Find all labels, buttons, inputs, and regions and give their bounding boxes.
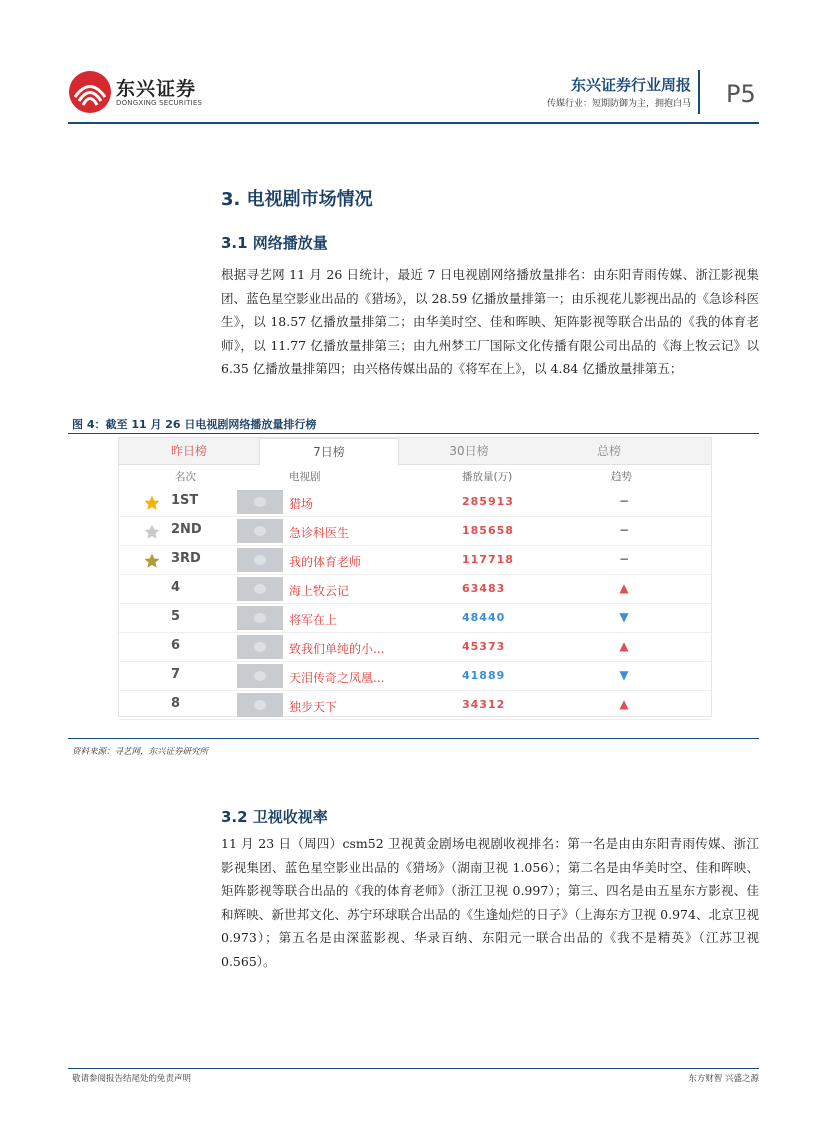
trend-up-icon: ▲ bbox=[619, 581, 629, 595]
paragraph-ratings: 11 月 23 日（周四）csm52 卫视黄金剧场电视剧收视排名：第一名是由由东阳青雨传媒、浙江影视集团、蓝色星空影业出品的《猎场》（湖南卫视 1.056）；第二名是由华美时空、佳和晖映、矩阵影视等联合出品的《我的体育老师》（浙江卫视 0.997）；第三、四名是由五星东方影视、佳和辉映、新世邦文化、苏宁环球联合出品的《生逢灿烂的日子》（上海东方卫视 0.974、北京卫视 0.973）；第五名是由深蓝影视、华录百纳、东阳元一联合出品的《我不是精英》（江苏卫视 0.565）。 bbox=[221, 836, 759, 969]
header-divider bbox=[698, 70, 700, 114]
trend-down-icon: ▼ bbox=[619, 668, 629, 682]
poster-thumbnail[interactable] bbox=[237, 519, 283, 543]
series-name-link[interactable]: 致我们单纯的小... bbox=[289, 642, 385, 656]
view-count: 41889 bbox=[462, 669, 506, 682]
series-name-link[interactable]: 海上牧云记 bbox=[289, 584, 350, 598]
column-header-series: 电视剧 bbox=[289, 471, 321, 483]
poster-thumbnail[interactable] bbox=[237, 606, 283, 630]
figure-caption: 图 4：截至 11 月 26 日电视剧网络播放量排行榜 bbox=[72, 418, 317, 431]
view-count: 185658 bbox=[462, 524, 514, 537]
series-name-link[interactable]: 独步天下 bbox=[289, 700, 338, 714]
view-count: 117718 bbox=[462, 553, 514, 566]
view-count: 34312 bbox=[462, 698, 506, 711]
rank-label: 2ND bbox=[171, 522, 202, 537]
report-title: 东兴证券行业周报 bbox=[570, 76, 691, 94]
series-name-link[interactable]: 将军在上 bbox=[289, 613, 338, 627]
series-name-link[interactable]: 我的体育老师 bbox=[289, 555, 362, 569]
view-count: 285913 bbox=[462, 495, 514, 508]
page-number: P5 bbox=[726, 80, 756, 108]
poster-thumbnail[interactable] bbox=[237, 693, 283, 717]
footer-slogan: 东方财智 兴盛之源 bbox=[688, 1074, 759, 1084]
section-heading: 3. 电视剧市场情况 bbox=[221, 189, 373, 210]
dongxing-logo-icon bbox=[68, 70, 112, 114]
ranking-row[interactable] bbox=[119, 517, 711, 546]
star-icon bbox=[143, 552, 161, 570]
poster-thumbnail[interactable] bbox=[237, 490, 283, 514]
view-count: 48440 bbox=[462, 611, 506, 624]
rank-label: 1ST bbox=[171, 493, 199, 508]
trend-up-icon: ▲ bbox=[619, 639, 629, 653]
poster-thumbnail[interactable] bbox=[237, 635, 283, 659]
footer-disclaimer: 敬请参阅报告结尾处的免责声明 bbox=[72, 1074, 192, 1084]
ranking-row[interactable] bbox=[119, 604, 711, 633]
column-header-views: 播放量(万) bbox=[462, 471, 513, 483]
series-name-link[interactable]: 急诊科医生 bbox=[289, 526, 350, 540]
trend-flat-icon: − bbox=[618, 552, 630, 566]
ranking-row[interactable] bbox=[119, 546, 711, 575]
rank-label: 5 bbox=[171, 609, 181, 624]
logo-english-name: DONGXING SECURITIES bbox=[116, 99, 203, 107]
tab-daily[interactable]: 昨日榜 bbox=[170, 444, 207, 458]
column-header-trend: 趋势 bbox=[611, 471, 632, 483]
poster-thumbnail[interactable] bbox=[237, 664, 283, 688]
rank-label: 6 bbox=[171, 638, 181, 653]
report-subtitle: 传媒行业：短期防御为主，拥抱白马 bbox=[546, 99, 691, 109]
series-name-link[interactable]: 猎场 bbox=[289, 497, 314, 511]
tab-7day[interactable]: 7日榜 bbox=[259, 438, 399, 466]
ranking-row[interactable] bbox=[119, 575, 711, 604]
rank-label: 3RD bbox=[171, 551, 201, 566]
rank-label: 7 bbox=[171, 667, 181, 682]
column-header-rank: 名次 bbox=[175, 471, 196, 483]
company-logo bbox=[68, 70, 203, 114]
footer-rule bbox=[68, 1068, 759, 1069]
trend-down-icon: ▼ bbox=[619, 610, 629, 624]
ranking-row[interactable] bbox=[119, 662, 711, 691]
subsection-heading-online-views: 3.1 网络播放量 bbox=[221, 234, 328, 252]
trend-up-icon: ▲ bbox=[619, 697, 629, 711]
view-count: 63483 bbox=[462, 582, 506, 595]
figure-source: 资料来源：寻艺网，东兴证券研究所 bbox=[72, 747, 209, 757]
trend-flat-icon: − bbox=[618, 494, 630, 508]
trend-flat-icon: − bbox=[618, 523, 630, 537]
star-icon bbox=[143, 494, 161, 512]
poster-thumbnail[interactable] bbox=[237, 548, 283, 572]
ranking-row[interactable] bbox=[119, 488, 711, 517]
paragraph-online-views: 根据寻艺网 11 月 26 日统计，最近 7 日电视剧网络播放量排名：由东阳青雨传媒、浙江影视集团、蓝色星空影业出品的《猎场》，以 28.59 亿播放量排第一；由乐视花儿影视出品的《急诊科医生》，以 18.57 亿播放量排第二；由华美时空、佳和晖映、矩阵影视等联合出品的《我的体育老师》，以 11.77 亿播放量排第三；由九州梦工厂国际文化传播有限公司出品的《海上牧云记》以 6.35 亿播放量排第四；由兴格传媒出品的《将军在上》，以 4.84 亿播放量排第五； bbox=[221, 267, 759, 376]
series-name-link[interactable]: 天泪传奇之凤凰... bbox=[289, 671, 385, 685]
subsection-heading-ratings: 3.2 卫视收视率 bbox=[221, 808, 328, 826]
row-divider bbox=[119, 719, 711, 720]
ranking-panel bbox=[118, 437, 712, 717]
view-count: 45373 bbox=[462, 640, 506, 653]
header-rule bbox=[68, 122, 759, 124]
logo-chinese-name: 东兴证券 bbox=[116, 78, 197, 100]
ranking-row[interactable] bbox=[119, 633, 711, 662]
figure-bottom-rule bbox=[68, 738, 759, 739]
rank-label: 4 bbox=[171, 580, 181, 595]
ranking-tabs bbox=[119, 438, 711, 465]
tab-total[interactable]: 总榜 bbox=[596, 444, 621, 458]
rank-label: 8 bbox=[171, 696, 181, 711]
figure-top-rule bbox=[68, 433, 759, 434]
tab-30day[interactable]: 30日榜 bbox=[449, 444, 489, 458]
star-icon bbox=[143, 523, 161, 541]
poster-thumbnail[interactable] bbox=[237, 577, 283, 601]
ranking-row[interactable] bbox=[119, 691, 711, 720]
